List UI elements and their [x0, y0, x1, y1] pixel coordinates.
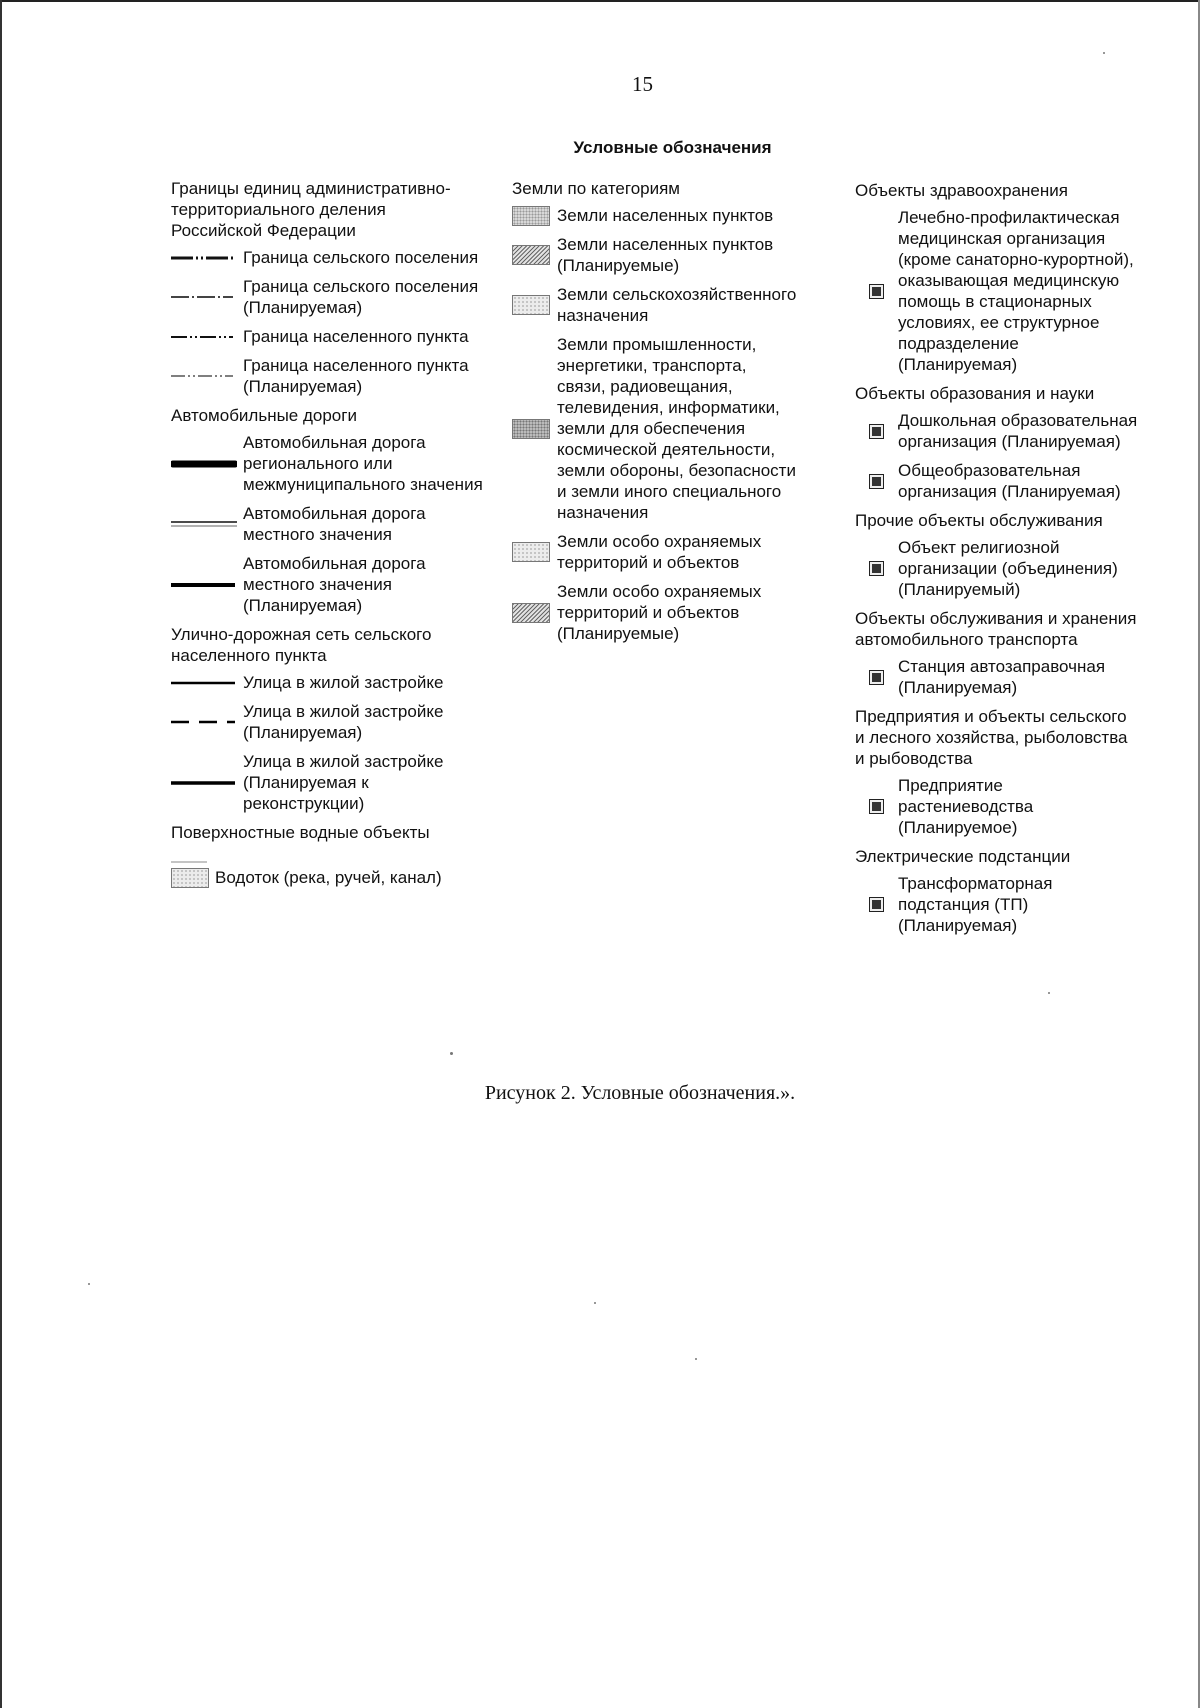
industrial-land-swatch [512, 419, 557, 439]
legend-label: Земли промышленности, энергетики, транспорта, связи, радиовещания, телевидения, информатики, земли для обеспечения космической деятельности, земли обороны, безопасности и земли иного специального назначения [557, 335, 796, 522]
legend-label: Земли населенных пунктов (Планируемые) [557, 235, 774, 275]
category-agriculture: Предприятия и объекты сельского и лесного хозяйства, рыболовства и рыбоводства [855, 707, 1128, 768]
legend-item-street [171, 672, 511, 693]
legend-label: Земли населенных пунктов [557, 206, 774, 225]
legend-item-settlement-land-planned [512, 234, 842, 276]
legend-label: Автомобильная дорога местного значения [243, 504, 426, 544]
page-number: 15 [632, 72, 653, 96]
settlement-land-swatch [512, 206, 557, 226]
gas-station-icon [855, 670, 898, 685]
protected-land-planned-swatch [512, 603, 557, 623]
legend-item-local-road [171, 503, 511, 545]
legend-label: Автомобильная дорога регионального или межмуниципального значения [243, 433, 483, 494]
legend-item-gas-station [855, 656, 1195, 698]
dash-dot-line-symbol [171, 254, 243, 262]
legend-column-land-categories [512, 178, 842, 652]
legend-item-street-planned [171, 701, 511, 743]
legend-item-local-road-planned [171, 553, 511, 616]
legend-label: Общеобразовательная организация (Планируемая) [898, 461, 1121, 501]
scan-edge-top [0, 0, 1200, 2]
legend-item-settlement-land [512, 205, 842, 226]
legend-item-locality-border [171, 326, 511, 347]
legend-item-protected-land-planned [512, 581, 842, 644]
legend-column-facilities [855, 178, 1195, 944]
watercourse-swatch [171, 868, 215, 888]
street-line-symbol [171, 679, 243, 687]
legend-label: Улица в жилой застройке [243, 673, 444, 692]
category-roads: Автомобильные дороги [171, 406, 357, 425]
category-other-services: Прочие объекты обслуживания [855, 511, 1103, 530]
legend-item-transformer-substation [855, 873, 1195, 936]
legend-label: Автомобильная дорога местного значения (Планируемая) [243, 554, 426, 615]
hospital-icon [855, 284, 898, 299]
legend-item-rural-settlement-border-planned [171, 276, 511, 318]
medium-road-line-symbol [171, 580, 243, 590]
category-auto-services: Объекты обслуживания и хранения автомобильного транспорта [855, 609, 1137, 649]
legend-item-street-reconstruction [171, 751, 511, 814]
legend-label: Трансформаторная подстанция (ТП) (Планируемая) [898, 874, 1053, 935]
substation-icon [855, 897, 898, 912]
dash-dot-line-planned-symbol [171, 293, 243, 301]
category-land: Земли по категориям [512, 179, 680, 198]
bold-street-line-symbol [171, 779, 243, 787]
figure-caption: Рисунок 2. Условные обозначения.». [484, 1082, 796, 1104]
legend-label: Земли особо охраняемых территорий и объектов [557, 532, 762, 572]
school-icon [855, 474, 898, 489]
preschool-icon [855, 424, 898, 439]
legend-item-hospital [855, 207, 1195, 375]
legend-item-regional-road [171, 432, 511, 495]
legend-item-agricultural-land [512, 284, 842, 326]
legend-label: Водоток (река, ручей, канал) [215, 868, 442, 887]
legend-item-school [855, 460, 1195, 502]
legend-label: Земли особо охраняемых территорий и объектов (Планируемые) [557, 582, 762, 643]
category-street-network: Улично-дорожная сеть сельского населенного пункта [171, 625, 432, 665]
legend-label: Граница населенного пункта [243, 327, 469, 346]
dashed-street-line-symbol [171, 718, 243, 726]
legend-label: Предприятие растениеводства (Планируемое) [898, 776, 1034, 837]
legend-item-protected-land [512, 531, 842, 573]
legend-label: Граница населенного пункта (Планируемая) [243, 356, 469, 396]
scan-edge-left [0, 0, 2, 1708]
legend-label: Объект религиозной организации (объединения) (Планируемый) [898, 538, 1118, 599]
legend-item-rural-settlement-border [171, 247, 511, 268]
category-admin-boundaries: Границы единиц административно- территориального деления Российской Федерации [171, 179, 451, 240]
legend-title: Условные обозначения [573, 138, 772, 157]
legend-item-locality-border-planned [171, 355, 511, 397]
legend-label: Дошкольная образовательная организация (Планируемая) [898, 411, 1138, 451]
legend-label: Земли сельскохозяйственного назначения [557, 285, 797, 325]
legend-label: Граница сельского поселения [243, 248, 479, 267]
double-road-line-symbol [171, 519, 243, 529]
legend-item-religious [855, 537, 1195, 600]
legend-label: Граница сельского поселения (Планируемая) [243, 277, 479, 317]
thick-road-line-symbol [171, 459, 243, 469]
protected-land-swatch [512, 542, 557, 562]
dash-dot-dot-line-planned-symbol [171, 372, 243, 380]
legend-item-industrial-land [512, 334, 842, 523]
legend-label: Лечебно-профилактическая медицинская организация (кроме санаторно-курортной), оказывающая медицинскую помощь в стационарных условиях, ее структурное подразделение (Планируемая) [898, 208, 1134, 374]
legend-item-watercourse [171, 867, 511, 888]
legend-column-boundaries-roads [171, 178, 511, 896]
legend-label: Станция автозаправочная (Планируемая) [898, 657, 1106, 697]
category-substations: Электрические подстанции [855, 847, 1071, 866]
legend-item-preschool [855, 410, 1195, 452]
dash-dot-dot-line-symbol [171, 333, 243, 341]
category-healthcare: Объекты здравоохранения [855, 181, 1068, 200]
category-education: Объекты образования и науки [855, 384, 1095, 403]
religious-object-icon [855, 561, 898, 576]
legend-label: Улица в жилой застройке (Планируемая) [243, 702, 444, 742]
legend-label: Улица в жилой застройке (Планируемая к реконструкции) [243, 752, 444, 813]
crop-enterprise-icon [855, 799, 898, 814]
category-surface-water: Поверхностные водные объекты [171, 823, 430, 842]
legend-item-crop-enterprise [855, 775, 1195, 838]
settlement-land-planned-swatch [512, 245, 557, 265]
agricultural-land-swatch [512, 295, 557, 315]
